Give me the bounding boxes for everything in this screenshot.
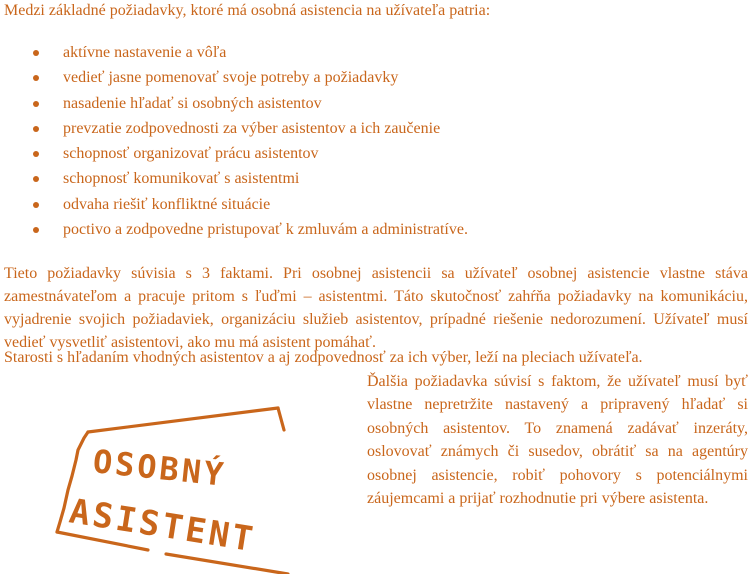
list-item-text: poctivo a zodpovedne pristupovať k zmluvám a administratíve. (63, 221, 468, 239)
stamp-image (48, 390, 348, 574)
bullet-icon (33, 176, 39, 182)
list-item (0, 166, 468, 191)
list-item-text: prevzatie zodpovednosti za výber asistentov a ich zaučenie (63, 119, 441, 137)
intro-text: Medzi základné požiadavky, ktoré má osobná asistencia na užívateľa patria: (4, 2, 491, 19)
bullet-icon (33, 126, 39, 132)
list-item (0, 116, 468, 141)
list-item-text: odvaha riešiť konfliktné situácie (63, 195, 271, 213)
list-item (0, 217, 468, 242)
bullet-icon (33, 75, 39, 81)
bullet-icon (33, 202, 39, 208)
stamp-line-1: OSOBNÝ (91, 442, 228, 494)
bullet-icon (33, 101, 39, 107)
paragraph-responsibility: Starosti s hľadaním vhodných asistentov a aj zodpovednosť za ich výber, leží na pleciach užívateľa. (4, 349, 643, 366)
list-item (0, 192, 468, 217)
stamp-border-top (88, 408, 278, 432)
bullet-icon (33, 50, 39, 56)
paragraph-recruitment: Ďalšia požiadavka súvisí s faktom, že užívateľ musí byť vlastne nepretržite nastavený a pripravený hľadať si osobných asistentov. To znamená zadávať inzeráty, oslovovať známych či susedov, obrátiť sa na agentúry osobnej asistencie, robiť pohovory s potenciálnymi záujemcami a prijať rozhodnutie pri výbere asistenta. (367, 373, 748, 508)
list-item (0, 141, 468, 166)
stamp-line-2: ASISTENT (66, 491, 259, 561)
requirements-list (0, 40, 468, 242)
bullet-icon (33, 151, 39, 157)
paragraph-facts: Tieto požiadavky súvisia s 3 faktami. Pri osobnej asistencii sa užívateľ osobnej asistencie vlastne stáva zamestnávateľom a pracuje pritom s ľuďmi – asistentmi. Táto skutočnosť zahŕňa požiadavky na komunikáciu, vyjadrenie svojich požiadaviek, organizáciu služieb asistentov, prípadné riešenie nedorozumení. Užívateľ musí vedieť vysvetliť asistentovi, ako mu má asistent pomáhať. (4, 265, 748, 351)
list-item (0, 40, 468, 65)
list-item-text: aktívne nastavenie a vôľa (63, 44, 227, 61)
list-item (0, 65, 468, 90)
list-item-text: schopnosť komunikovať s asistentmi (63, 170, 300, 188)
stamp-border-right (278, 408, 284, 430)
list-item-text: vedieť jasne pomenovať svoje potreby a požiadavky (63, 69, 399, 87)
stamp-border-bottom-right (166, 554, 288, 574)
list-item-text: nasadenie hľadať si osobných asistentov (63, 94, 322, 112)
list-item-text: schopnosť organizovať prácu asistentov (63, 145, 319, 163)
list-item (0, 91, 468, 116)
bullet-icon (33, 227, 39, 233)
